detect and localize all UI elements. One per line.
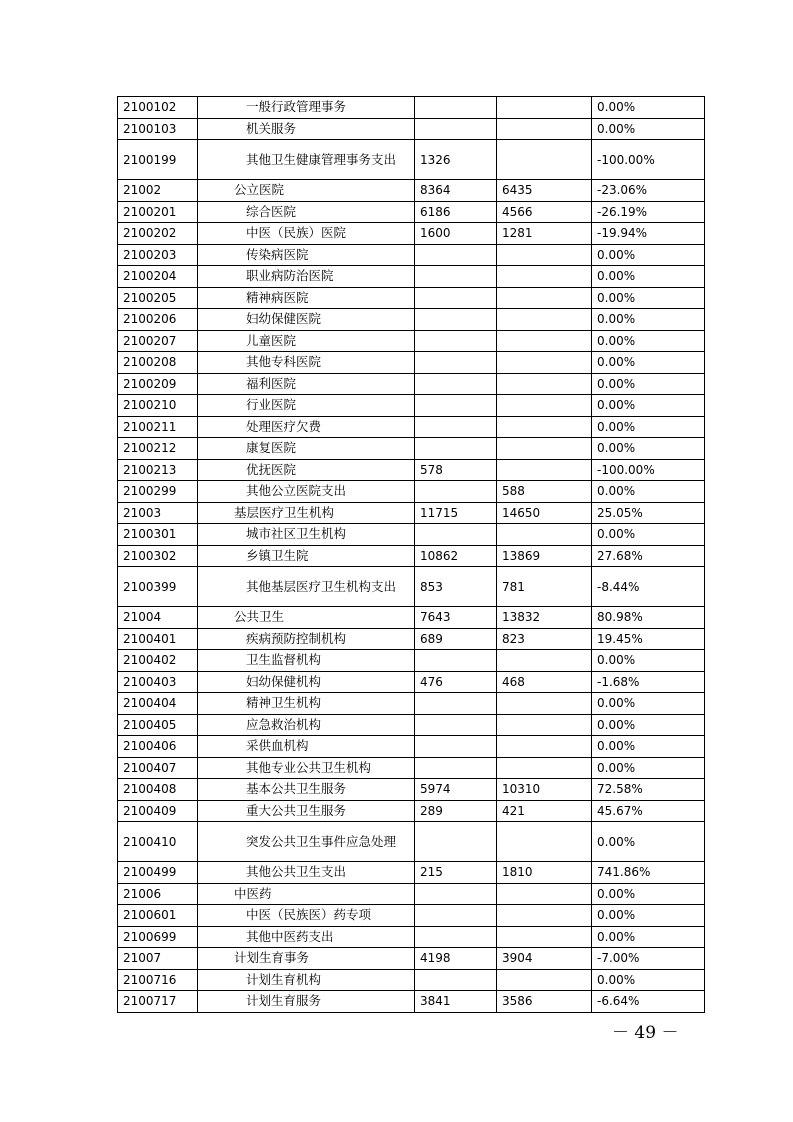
row-curr-amount: 1810 xyxy=(497,862,592,884)
row-change-percent: 0.00% xyxy=(592,438,705,460)
row-prev-amount xyxy=(415,244,497,266)
row-curr-amount: 13869 xyxy=(497,545,592,567)
row-change-percent: 0.00% xyxy=(592,822,705,862)
table-row xyxy=(118,883,705,905)
row-curr-amount xyxy=(497,650,592,672)
row-curr-amount: 468 xyxy=(497,671,592,693)
row-name: 传染病医院 xyxy=(198,244,415,266)
row-curr-amount: 1281 xyxy=(497,223,592,245)
row-prev-amount xyxy=(415,822,497,862)
row-change-percent: 0.00% xyxy=(592,481,705,503)
row-code: 2100204 xyxy=(118,266,198,288)
table-row xyxy=(118,309,705,331)
row-code: 21007 xyxy=(118,948,198,970)
row-prev-amount xyxy=(415,416,497,438)
row-prev-amount xyxy=(415,693,497,715)
row-change-percent: 72.58% xyxy=(592,779,705,801)
row-prev-amount: 689 xyxy=(415,628,497,650)
table-row xyxy=(118,736,705,758)
row-curr-amount xyxy=(497,757,592,779)
row-prev-amount: 8364 xyxy=(415,180,497,202)
row-prev-amount xyxy=(415,330,497,352)
table-row xyxy=(118,607,705,629)
row-name: 计划生育服务 xyxy=(198,991,415,1013)
row-prev-amount: 5974 xyxy=(415,779,497,801)
row-code: 2100208 xyxy=(118,352,198,374)
row-curr-amount: 10310 xyxy=(497,779,592,801)
row-prev-amount xyxy=(415,266,497,288)
row-change-percent: 0.00% xyxy=(592,693,705,715)
budget-table xyxy=(117,96,705,1013)
row-code: 2100213 xyxy=(118,459,198,481)
row-curr-amount: 13832 xyxy=(497,607,592,629)
table-row xyxy=(118,352,705,374)
row-curr-amount xyxy=(497,438,592,460)
row-change-percent: 0.00% xyxy=(592,926,705,948)
row-name: 一般行政管理事务 xyxy=(198,97,415,119)
row-prev-amount xyxy=(415,714,497,736)
row-change-percent: 0.00% xyxy=(592,736,705,758)
table-row xyxy=(118,481,705,503)
row-name: 机关服务 xyxy=(198,118,415,140)
row-curr-amount: 4566 xyxy=(497,201,592,223)
row-code: 2100405 xyxy=(118,714,198,736)
row-name: 中医（民族）医院 xyxy=(198,223,415,245)
row-curr-amount xyxy=(497,373,592,395)
row-name: 突发公共卫生事件应急处理 xyxy=(198,822,415,862)
table-row xyxy=(118,330,705,352)
row-name: 卫生监督机构 xyxy=(198,650,415,672)
row-change-percent: 0.00% xyxy=(592,352,705,374)
row-change-percent: -6.64% xyxy=(592,991,705,1013)
row-name: 福利医院 xyxy=(198,373,415,395)
row-code: 2100205 xyxy=(118,287,198,309)
table-row xyxy=(118,822,705,862)
row-curr-amount xyxy=(497,883,592,905)
table-row xyxy=(118,140,705,180)
row-change-percent: 45.67% xyxy=(592,800,705,822)
row-code: 2100212 xyxy=(118,438,198,460)
row-prev-amount: 289 xyxy=(415,800,497,822)
row-code: 2100404 xyxy=(118,693,198,715)
row-code: 2100399 xyxy=(118,567,198,607)
row-curr-amount: 3904 xyxy=(497,948,592,970)
row-prev-amount: 476 xyxy=(415,671,497,693)
table-row xyxy=(118,266,705,288)
row-code: 2100499 xyxy=(118,862,198,884)
table-row xyxy=(118,416,705,438)
row-curr-amount: 3586 xyxy=(497,991,592,1013)
row-code: 2100407 xyxy=(118,757,198,779)
row-curr-amount: 14650 xyxy=(497,502,592,524)
table-row xyxy=(118,524,705,546)
row-change-percent: -8.44% xyxy=(592,567,705,607)
table-row xyxy=(118,438,705,460)
table-row xyxy=(118,180,705,202)
row-change-percent: 0.00% xyxy=(592,757,705,779)
row-curr-amount xyxy=(497,822,592,862)
row-name: 精神卫生机构 xyxy=(198,693,415,715)
row-name: 计划生育事务 xyxy=(198,948,415,970)
row-name: 计划生育机构 xyxy=(198,969,415,991)
table-row xyxy=(118,459,705,481)
row-name: 中医药 xyxy=(198,883,415,905)
row-name: 基层医疗卫生机构 xyxy=(198,502,415,524)
table-row xyxy=(118,757,705,779)
row-code: 2100202 xyxy=(118,223,198,245)
row-code: 2100409 xyxy=(118,800,198,822)
row-name: 重大公共卫生服务 xyxy=(198,800,415,822)
row-change-percent: -26.19% xyxy=(592,201,705,223)
row-prev-amount: 578 xyxy=(415,459,497,481)
row-code: 2100406 xyxy=(118,736,198,758)
row-prev-amount xyxy=(415,373,497,395)
table-row xyxy=(118,373,705,395)
row-curr-amount xyxy=(497,969,592,991)
table-row xyxy=(118,223,705,245)
row-code: 2100601 xyxy=(118,905,198,927)
table-row xyxy=(118,926,705,948)
row-change-percent: 0.00% xyxy=(592,330,705,352)
table-row xyxy=(118,244,705,266)
row-code: 2100699 xyxy=(118,926,198,948)
row-change-percent: 0.00% xyxy=(592,905,705,927)
row-name: 其他卫生健康管理事务支出 xyxy=(198,140,415,180)
row-code: 2100302 xyxy=(118,545,198,567)
row-name: 中医（民族医）药专项 xyxy=(198,905,415,927)
row-curr-amount xyxy=(497,524,592,546)
row-name: 处理医疗欠费 xyxy=(198,416,415,438)
row-curr-amount: 781 xyxy=(497,567,592,607)
row-change-percent: 0.00% xyxy=(592,969,705,991)
row-name: 其他公立医院支出 xyxy=(198,481,415,503)
row-curr-amount xyxy=(497,905,592,927)
row-prev-amount xyxy=(415,287,497,309)
row-curr-amount xyxy=(497,266,592,288)
row-prev-amount xyxy=(415,883,497,905)
row-code: 2100207 xyxy=(118,330,198,352)
row-change-percent: 0.00% xyxy=(592,266,705,288)
row-code: 2100201 xyxy=(118,201,198,223)
row-prev-amount xyxy=(415,309,497,331)
row-name: 综合医院 xyxy=(198,201,415,223)
table-row xyxy=(118,991,705,1013)
table-row xyxy=(118,969,705,991)
row-change-percent: -100.00% xyxy=(592,140,705,180)
row-name: 其他中医药支出 xyxy=(198,926,415,948)
row-change-percent: 80.98% xyxy=(592,607,705,629)
row-code: 2100206 xyxy=(118,309,198,331)
row-prev-amount: 3841 xyxy=(415,991,497,1013)
table-row xyxy=(118,800,705,822)
row-prev-amount xyxy=(415,438,497,460)
row-name: 优抚医院 xyxy=(198,459,415,481)
row-change-percent: 0.00% xyxy=(592,373,705,395)
row-prev-amount xyxy=(415,524,497,546)
table-row xyxy=(118,502,705,524)
table-row xyxy=(118,862,705,884)
row-code: 2100199 xyxy=(118,140,198,180)
row-change-percent: -7.00% xyxy=(592,948,705,970)
row-prev-amount xyxy=(415,118,497,140)
row-change-percent: 0.00% xyxy=(592,244,705,266)
row-code: 2100102 xyxy=(118,97,198,119)
row-prev-amount xyxy=(415,905,497,927)
row-name: 基本公共卫生服务 xyxy=(198,779,415,801)
row-change-percent: 0.00% xyxy=(592,714,705,736)
table-row xyxy=(118,97,705,119)
table-row xyxy=(118,628,705,650)
row-code: 2100211 xyxy=(118,416,198,438)
row-change-percent: 0.00% xyxy=(592,650,705,672)
row-name: 妇幼保健机构 xyxy=(198,671,415,693)
row-curr-amount xyxy=(497,97,592,119)
row-prev-amount: 853 xyxy=(415,567,497,607)
row-prev-amount: 11715 xyxy=(415,502,497,524)
row-prev-amount: 6186 xyxy=(415,201,497,223)
row-curr-amount xyxy=(497,926,592,948)
row-name: 其他专科医院 xyxy=(198,352,415,374)
row-name: 公共卫生 xyxy=(198,607,415,629)
row-prev-amount xyxy=(415,352,497,374)
row-change-percent: 27.68% xyxy=(592,545,705,567)
row-code: 2100401 xyxy=(118,628,198,650)
row-name: 其他专业公共卫生机构 xyxy=(198,757,415,779)
row-prev-amount: 4198 xyxy=(415,948,497,970)
row-prev-amount: 7643 xyxy=(415,607,497,629)
row-curr-amount: 588 xyxy=(497,481,592,503)
row-prev-amount xyxy=(415,395,497,417)
table-row xyxy=(118,905,705,927)
row-change-percent: 0.00% xyxy=(592,416,705,438)
row-name: 应急救治机构 xyxy=(198,714,415,736)
row-name: 城市社区卫生机构 xyxy=(198,524,415,546)
row-change-percent: -1.68% xyxy=(592,671,705,693)
row-change-percent: 0.00% xyxy=(592,883,705,905)
row-name: 康复医院 xyxy=(198,438,415,460)
row-code: 2100717 xyxy=(118,991,198,1013)
row-code: 2100210 xyxy=(118,395,198,417)
row-code: 21002 xyxy=(118,180,198,202)
row-change-percent: 19.45% xyxy=(592,628,705,650)
row-curr-amount: 823 xyxy=(497,628,592,650)
row-prev-amount xyxy=(415,481,497,503)
row-name: 儿童医院 xyxy=(198,330,415,352)
row-code: 2100410 xyxy=(118,822,198,862)
table-row xyxy=(118,395,705,417)
row-code: 2100209 xyxy=(118,373,198,395)
page-number: － 49 － xyxy=(612,1023,679,1043)
table-row xyxy=(118,567,705,607)
row-name: 其他基层医疗卫生机构支出 xyxy=(198,567,415,607)
row-change-percent: 25.05% xyxy=(592,502,705,524)
row-change-percent: 0.00% xyxy=(592,524,705,546)
row-prev-amount xyxy=(415,757,497,779)
row-change-percent: 0.00% xyxy=(592,287,705,309)
row-curr-amount xyxy=(497,714,592,736)
row-change-percent: 0.00% xyxy=(592,395,705,417)
row-change-percent: 741.86% xyxy=(592,862,705,884)
row-curr-amount xyxy=(497,693,592,715)
table-row xyxy=(118,287,705,309)
row-name: 其他公共卫生支出 xyxy=(198,862,415,884)
row-name: 职业病防治医院 xyxy=(198,266,415,288)
table-row xyxy=(118,650,705,672)
row-code: 2100403 xyxy=(118,671,198,693)
row-code: 2100301 xyxy=(118,524,198,546)
row-curr-amount: 6435 xyxy=(497,180,592,202)
row-change-percent: -23.06% xyxy=(592,180,705,202)
table-row xyxy=(118,201,705,223)
row-name: 疾病预防控制机构 xyxy=(198,628,415,650)
table-row xyxy=(118,671,705,693)
row-code: 2100402 xyxy=(118,650,198,672)
row-prev-amount: 1600 xyxy=(415,223,497,245)
row-curr-amount xyxy=(497,287,592,309)
row-name: 公立医院 xyxy=(198,180,415,202)
row-code: 2100716 xyxy=(118,969,198,991)
row-curr-amount xyxy=(497,309,592,331)
row-prev-amount xyxy=(415,926,497,948)
row-code: 2100299 xyxy=(118,481,198,503)
row-prev-amount: 10862 xyxy=(415,545,497,567)
table-row xyxy=(118,714,705,736)
table-row xyxy=(118,779,705,801)
row-curr-amount xyxy=(497,395,592,417)
row-change-percent: 0.00% xyxy=(592,118,705,140)
row-code: 21004 xyxy=(118,607,198,629)
table-body xyxy=(118,97,705,1013)
row-name: 行业医院 xyxy=(198,395,415,417)
row-curr-amount: 421 xyxy=(497,800,592,822)
table-row xyxy=(118,545,705,567)
row-change-percent: -19.94% xyxy=(592,223,705,245)
row-change-percent: 0.00% xyxy=(592,97,705,119)
table-row xyxy=(118,118,705,140)
row-name: 妇幼保健医院 xyxy=(198,309,415,331)
row-code: 2100203 xyxy=(118,244,198,266)
row-prev-amount xyxy=(415,650,497,672)
row-name: 采供血机构 xyxy=(198,736,415,758)
row-curr-amount xyxy=(497,244,592,266)
row-curr-amount xyxy=(497,140,592,180)
row-curr-amount xyxy=(497,416,592,438)
row-code: 21003 xyxy=(118,502,198,524)
row-curr-amount xyxy=(497,330,592,352)
row-code: 2100408 xyxy=(118,779,198,801)
table-row xyxy=(118,948,705,970)
row-code: 2100103 xyxy=(118,118,198,140)
row-code: 21006 xyxy=(118,883,198,905)
row-name: 精神病医院 xyxy=(198,287,415,309)
row-curr-amount xyxy=(497,459,592,481)
row-curr-amount xyxy=(497,736,592,758)
row-curr-amount xyxy=(497,118,592,140)
row-prev-amount: 215 xyxy=(415,862,497,884)
row-change-percent: 0.00% xyxy=(592,309,705,331)
row-curr-amount xyxy=(497,352,592,374)
row-name: 乡镇卫生院 xyxy=(198,545,415,567)
row-prev-amount xyxy=(415,736,497,758)
row-prev-amount xyxy=(415,97,497,119)
table-row xyxy=(118,693,705,715)
row-prev-amount xyxy=(415,969,497,991)
row-prev-amount: 1326 xyxy=(415,140,497,180)
row-change-percent: -100.00% xyxy=(592,459,705,481)
